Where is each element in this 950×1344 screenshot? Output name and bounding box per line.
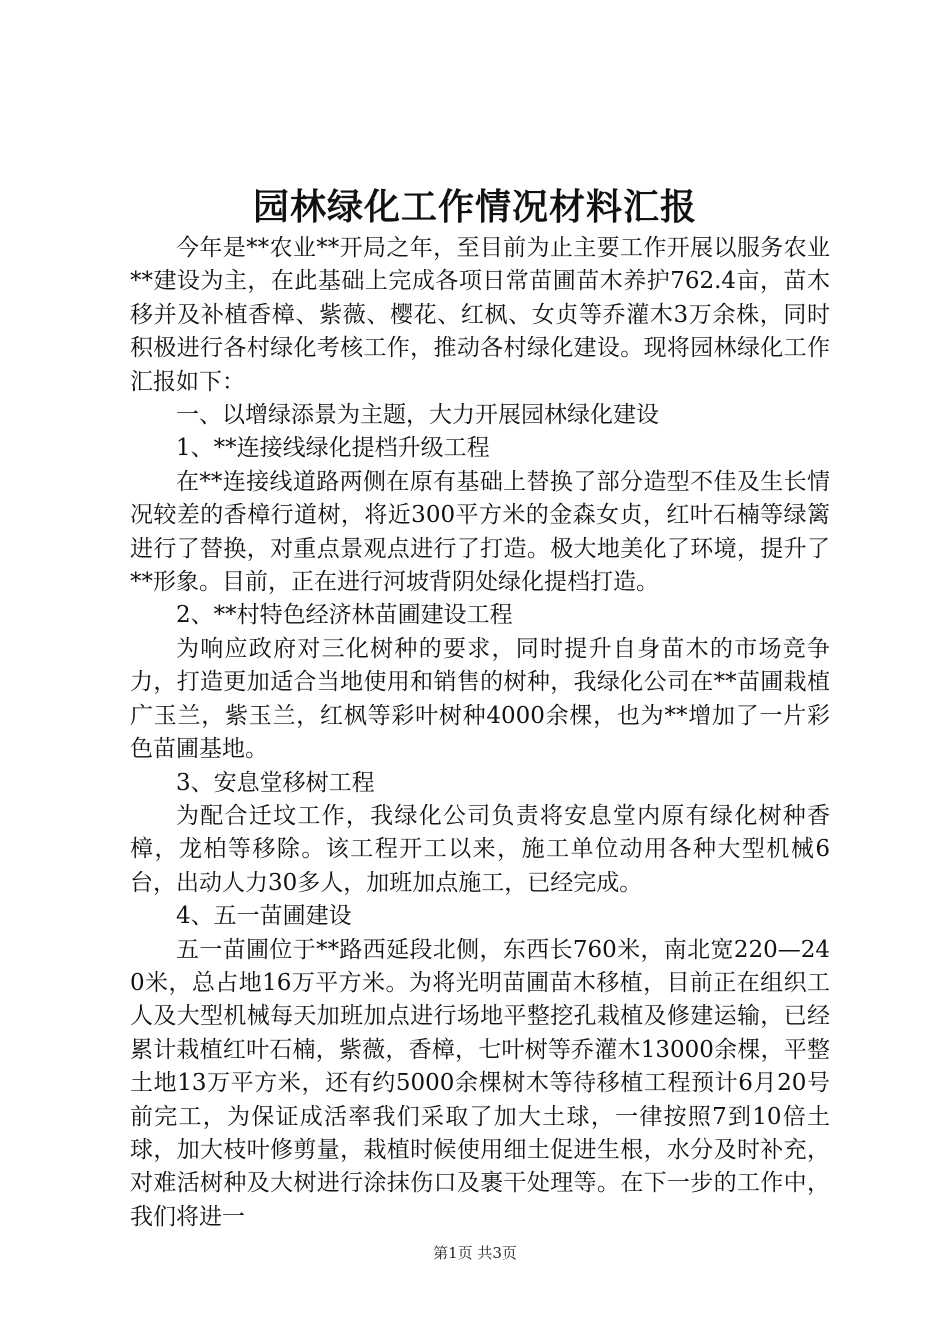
- paragraph-nursery-project: 为响应政府对三化树种的要求，同时提升自身苗木的市场竞争力，打造更加适合当地使用和销售的树种，我绿化公司在**苗圃栽植广玉兰，紫玉兰，红枫等彩叶树种4000余棵，也为**增加了一片彩色苗圃基地。: [130, 635, 830, 763]
- section-heading-1: 一、以增绿添景为主题，大力开展园林绿化建设: [176, 402, 659, 429]
- paragraph-wuyi-nursery: 五一苗圃位于**路西延段北侧，东西长760米，南北宽220—240米，总占地16万平方米。为将光明苗圃苗木移植，目前正在组织工人及大型机械每天加班加点进行场地平整挖孔栽植及修建运输，已经累计栽植红叶石楠，紫薇，香樟，七叶树等乔灌木13000余棵，平整土地13万平方米，还有约5000余棵树木等待移植工程预计6月20号前完工，为保证成活率我们采取了加大土球，一律按照7到10倍土球，加大枝叶修剪量，栽植时候使用细土促进生根，水分及时补充，对难活树种及大树进行涂抹伤口及裹干处理等。在下一步的工作中，我们将进一: [130, 936, 830, 1230]
- document-title: 园林绿化工作情况材料汇报: [252, 186, 697, 228]
- paragraph-tree-relocation: 为配合迁坟工作，我绿化公司负责将安息堂内原有绿化树种香樟，龙柏等移除。该工程开工以来，施工单位动用各种大型机械6台，出动人力30多人，加班加点施工，已经完成。: [130, 802, 830, 896]
- page-footer: 第1页 共3页: [433, 1244, 517, 1262]
- subsection-heading-4: 4、五一苗圃建设: [176, 903, 352, 930]
- document-body: [130, 232, 830, 1234]
- subsection-heading-2: 2、**村特色经济林苗圃建设工程: [176, 602, 513, 629]
- subsection-heading-3: 3、安息堂移树工程: [176, 769, 375, 796]
- paragraph-connection-line: 在**连接线道路两侧在原有基础上替换了部分造型不佳及生长情况较差的香樟行道树，将近300平方米的金森女贞，红叶石楠等绿篱进行了替换，对重点景观点进行了打造。极大地美化了环境，提升了**形象。目前，正在进行河坡背阴处绿化提档打造。: [130, 468, 830, 596]
- paragraph-intro: 今年是**农业**开局之年，至目前为止主要工作开展以服务农业**建设为主，在此基础上完成各项日常苗圃苗木养护762.4亩，苗木移并及补植香樟、紫薇、樱花、红枫、女贞等乔灌木3万余株，同时积极进行各村绿化考核工作，推动各村绿化建设。现将园林绿化工作汇报如下：: [130, 235, 830, 395]
- subsection-heading-1: 1、**连接线绿化提档升级工程: [176, 435, 490, 462]
